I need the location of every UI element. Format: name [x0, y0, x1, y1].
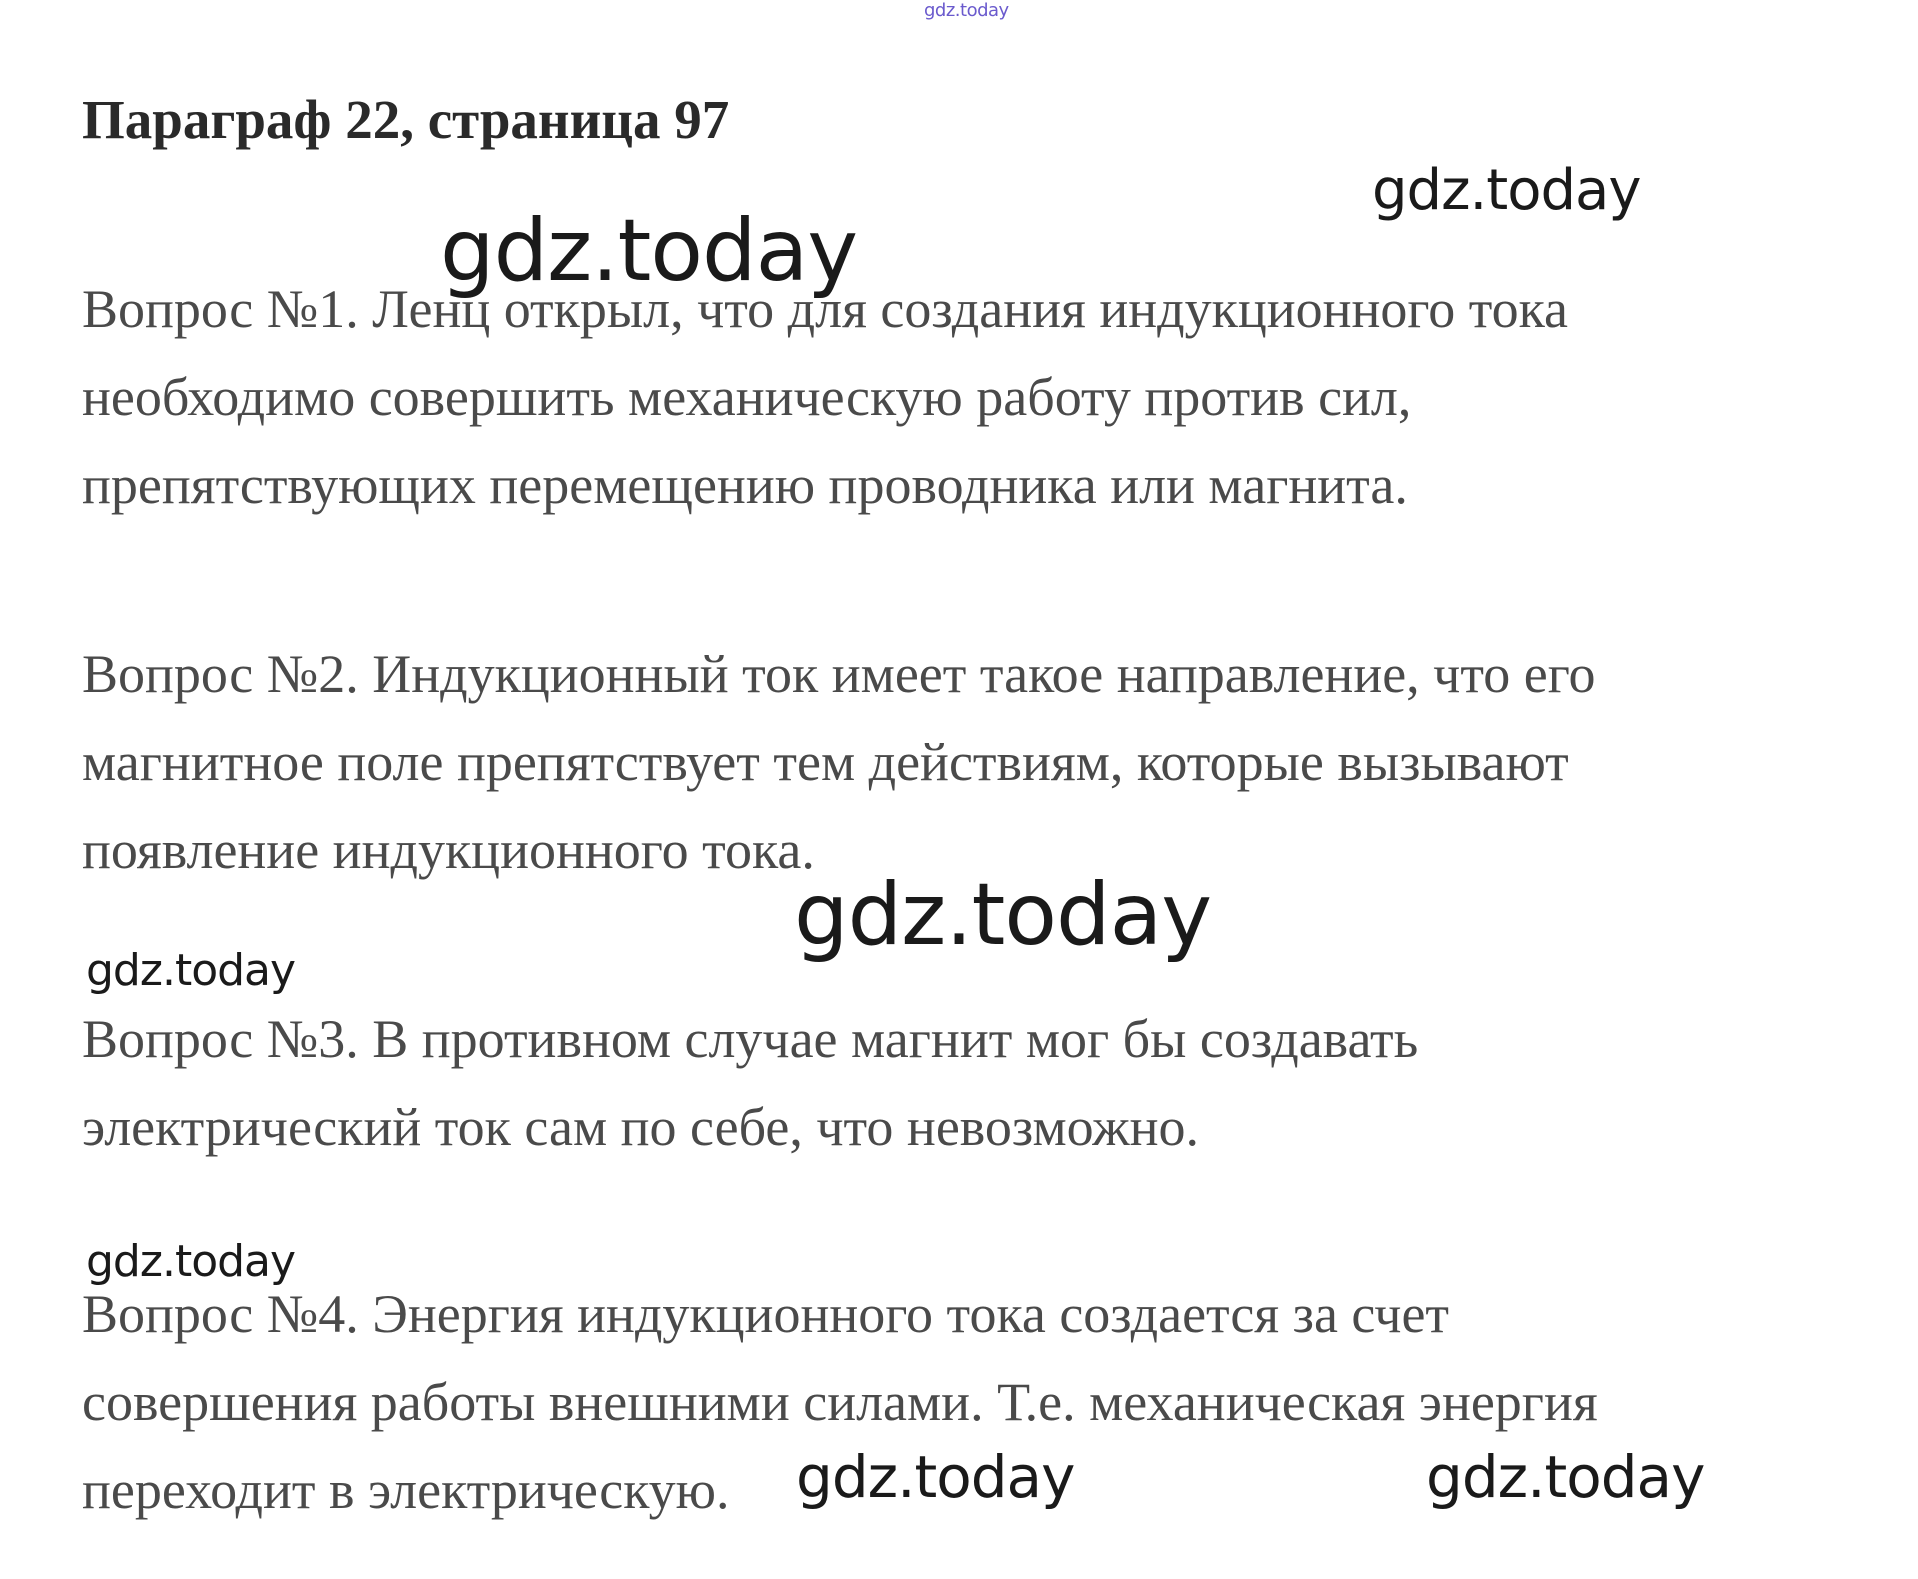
answer-1-line-3: препятствующих перемещению проводника или магнита. [82, 455, 1408, 515]
answer-4 [82, 1270, 1598, 1534]
answer-4-line-1: Вопрос №4. Энергия индукционного тока создается за счет [82, 1284, 1450, 1344]
page-title: Параграф 22, страница 97 [82, 89, 730, 150]
answer-3-line-1: Вопрос №3. В противном случае магнит мог бы создавать [82, 1009, 1419, 1069]
watermark: gdz.today [1426, 1443, 1705, 1511]
answer-1-line-1: Вопрос №1. Ленц открыл, что для создания индукционного тока [82, 279, 1569, 339]
watermark: gdz.today [794, 865, 1212, 965]
answer-3 [82, 995, 1418, 1171]
answer-2-line-3: появление индукционного тока. [82, 820, 815, 880]
answer-1-line-2: необходимо совершить механическую работу против сил, [82, 367, 1412, 427]
header-watermark: gdz.today [924, 0, 1009, 21]
watermark: gdz.today [1372, 158, 1641, 223]
answer-4-line-2: совершения работы внешними силами. Т.е. механическая энергия [82, 1372, 1598, 1432]
watermark: gdz.today [86, 1236, 296, 1287]
answer-1 [82, 265, 1568, 529]
watermark: gdz.today [440, 201, 858, 301]
watermark: gdz.today [796, 1443, 1075, 1511]
watermark: gdz.today [86, 945, 296, 996]
answer-2-line-1: Вопрос №2. Индукционный ток имеет такое направление, что его [82, 644, 1596, 704]
answer-3-line-2: электрический ток сам по себе, что невозможно. [82, 1097, 1200, 1157]
answer-4-line-3: переходит в электрическую. [82, 1460, 730, 1520]
answer-2-line-2: магнитное поле препятствует тем действиям, которые вызывают [82, 732, 1569, 792]
answer-2 [82, 630, 1596, 894]
